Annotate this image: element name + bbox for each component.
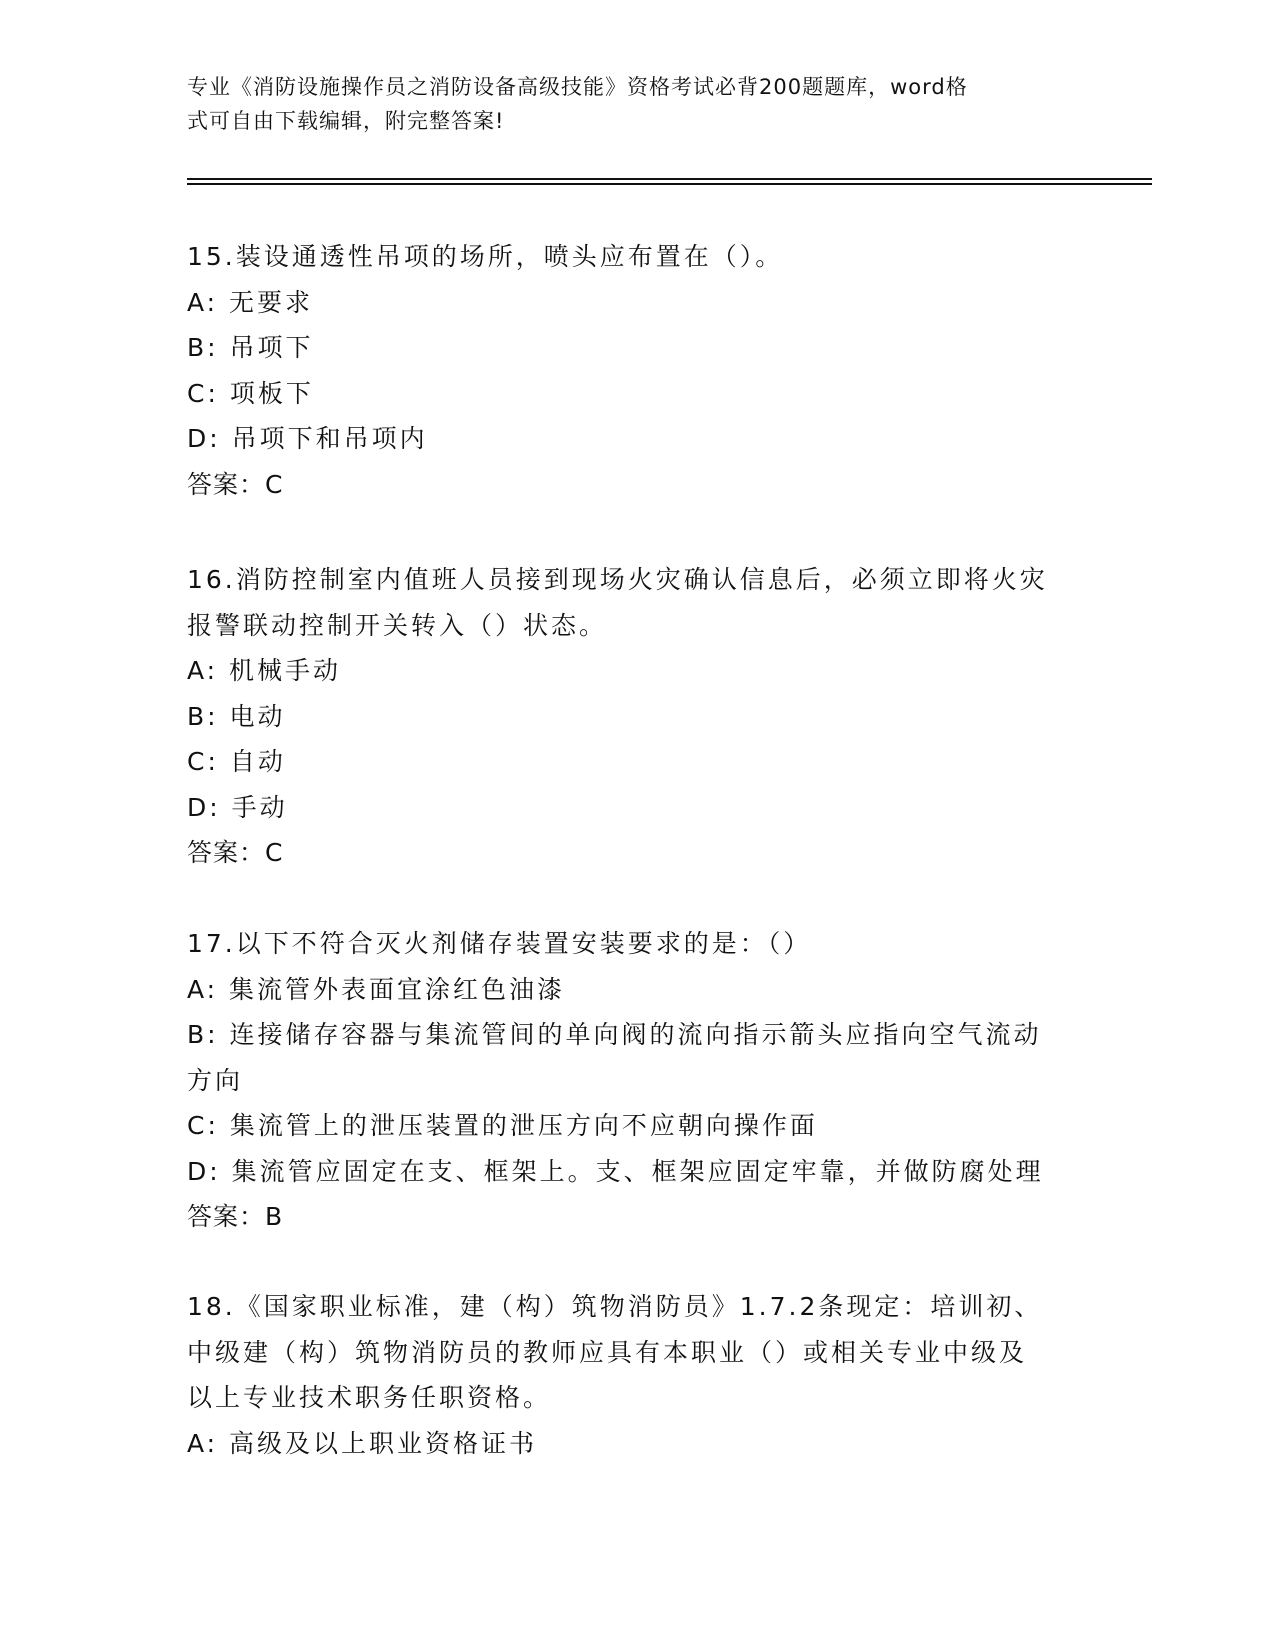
- question-17: [187, 921, 1087, 1240]
- option-a: A: 高级及以上职业资格证书: [187, 1428, 538, 1458]
- question-16: [187, 557, 1087, 876]
- option-b: B: 电动: [187, 701, 286, 731]
- header-divider: [187, 183, 1152, 185]
- question-stem: 17.以下不符合灭火剂储存装置安装要求的是：（）: [187, 929, 812, 958]
- option-d: D: 集流管应固定在支、框架上。支、框架应固定牢靠，并做防腐处理: [187, 1156, 1044, 1186]
- question-stem: 18.《国家职业标准，建（构）筑物消防员》1.7.2条现定：培训初、: [187, 1292, 1043, 1321]
- option-d: D: 吊项下和吊项内: [187, 424, 428, 453]
- question-stem: 以上专业技术职务任职资格。: [187, 1383, 552, 1412]
- option-b: B: 连接储存容器与集流管间的单向阀的流向指示箭头应指向空气流动: [187, 1020, 1042, 1049]
- question-15: [187, 234, 1087, 507]
- option-c: C: 项板下: [187, 378, 314, 408]
- question-stem: 报警联动控制开关转入（）状态。: [187, 610, 608, 640]
- header-line: 专业《消防设施操作员之消防设备高级技能》资格考试必背200题题库，word格: [187, 75, 968, 99]
- option-d: D: 手动: [187, 792, 288, 822]
- header-line: 式可自由下载编辑，附完整答案!: [187, 109, 505, 133]
- answer: 答案：C: [187, 469, 284, 499]
- option-c: C: 自动: [187, 747, 286, 776]
- question-stem: 16.消防控制室内值班人员接到现场火灾确认信息后，必须立即将火灾: [187, 565, 1048, 594]
- header-divider: [187, 178, 1152, 180]
- question-18: [187, 1284, 1087, 1466]
- option-a: A: 机械手动: [187, 656, 342, 685]
- question-stem: 15.装设通透性吊项的场所，喷头应布置在（）。: [187, 242, 784, 271]
- option-a: A: 集流管外表面宜涂红色油漆: [187, 974, 566, 1004]
- answer: 答案：B: [187, 1202, 284, 1231]
- option-a: A: 无要求: [187, 287, 314, 317]
- option-c: C: 集流管上的泄压装置的泄压方向不应朝向操作面: [187, 1111, 818, 1140]
- document-header: [187, 70, 1067, 138]
- question-stem: 中级建（构）筑物消防员的教师应具有本职业（）或相关专业中级及: [187, 1337, 1028, 1367]
- answer: 答案：C: [187, 838, 284, 867]
- option-b: B: 吊项下: [187, 333, 314, 362]
- option-b-continued: 方向: [187, 1065, 244, 1095]
